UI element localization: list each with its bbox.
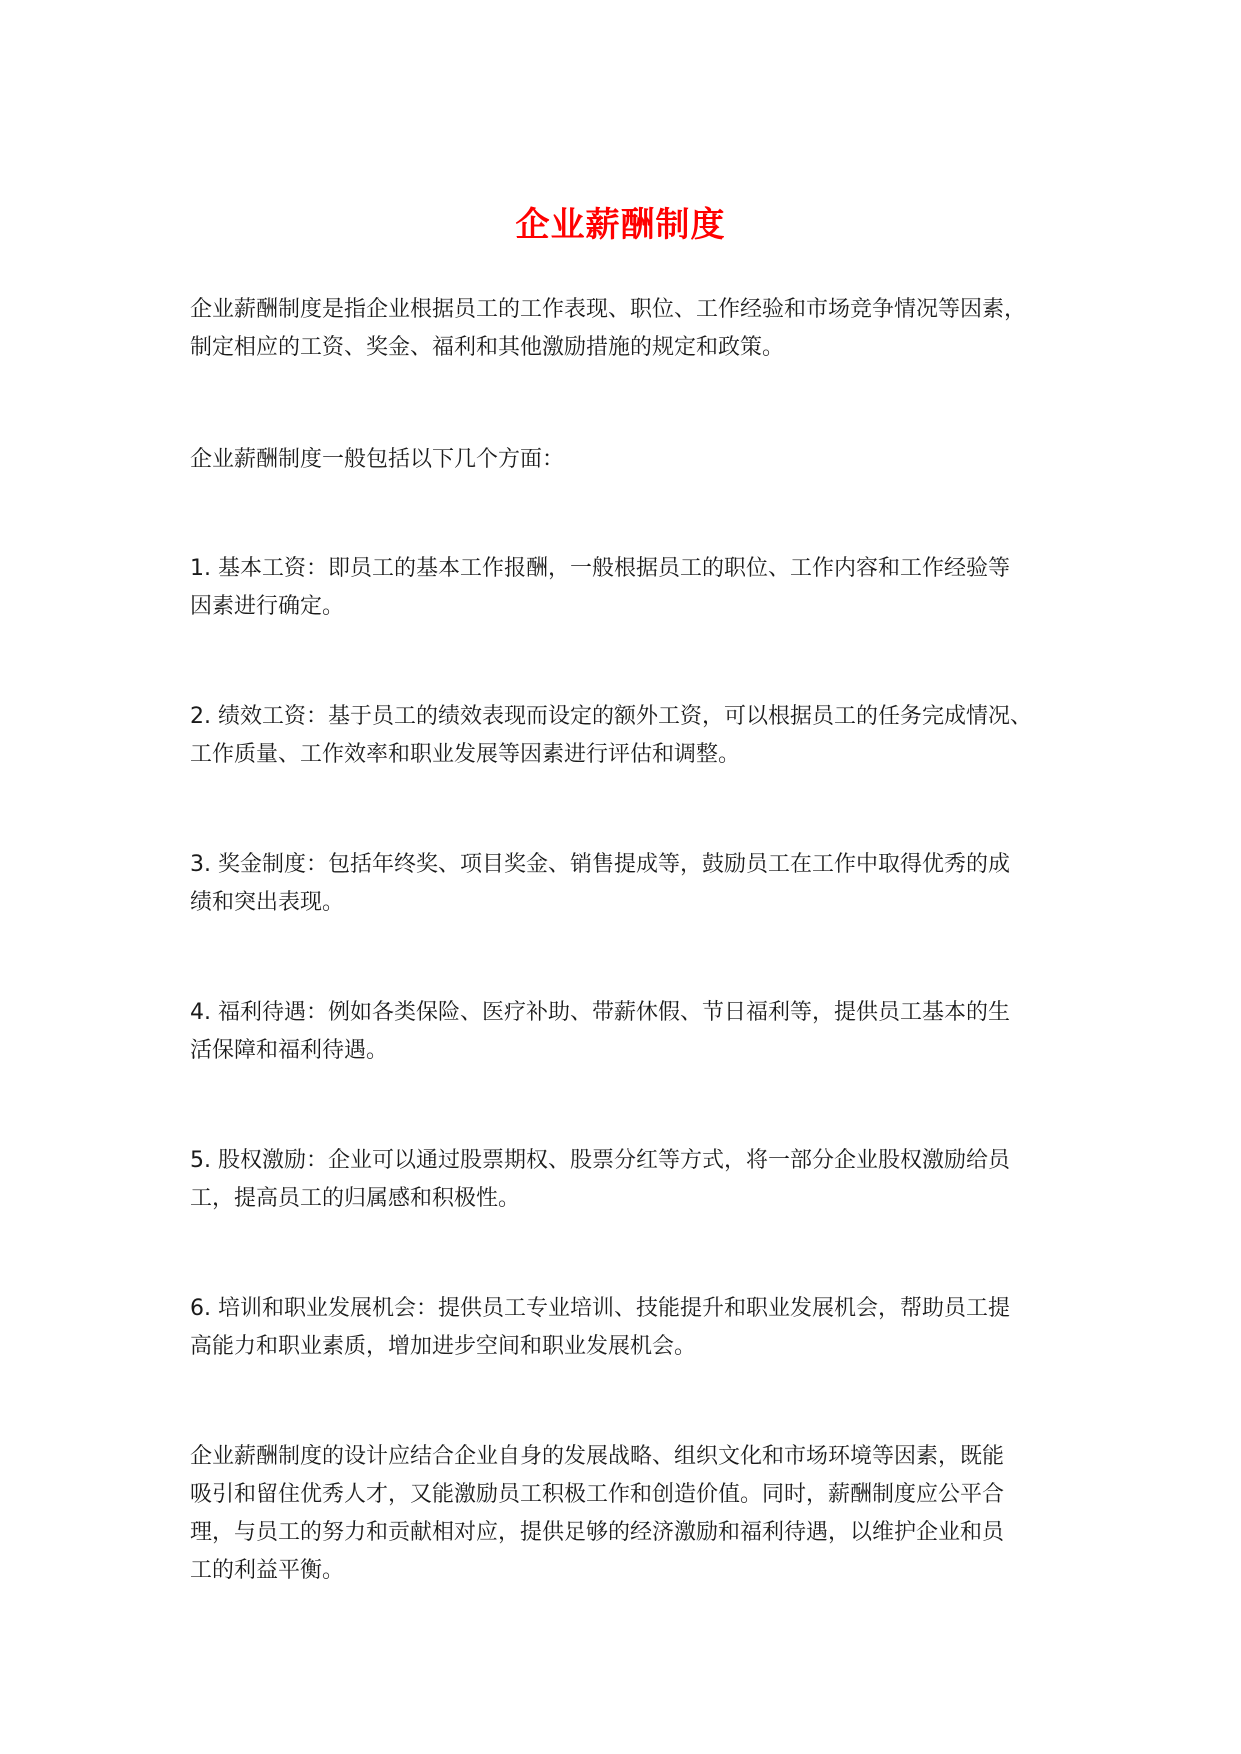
list-item-line: 工作质量、工作效率和职业发展等因素进行评估和调整。 [190, 742, 741, 767]
list-item-line: 因素进行确定。 [190, 594, 345, 619]
list-item-line: 活保障和福利待遇。 [190, 1038, 389, 1063]
list-item-line: 4. 福利待遇：例如各类保险、医疗补助、带薪休假、节日福利等，提供员工基本的生 [190, 1000, 1010, 1025]
list-item-bonus-system [190, 846, 1070, 922]
closing-line: 理，与员工的努力和贡献相对应，提供足够的经济激励和福利待遇，以维护企业和员 [190, 1520, 1005, 1545]
intro-line: 制定相应的工资、奖金、福利和其他激励措施的规定和政策。 [190, 335, 785, 360]
list-item-line: 6. 培训和职业发展机会：提供员工专业培训、技能提升和职业发展机会，帮助员工提 [190, 1296, 1010, 1321]
list-item-line: 高能力和职业素质，增加进步空间和职业发展机会。 [190, 1334, 697, 1359]
list-item-line: 1. 基本工资：即员工的基本工作报酬，一般根据员工的职位、工作内容和工作经验等 [190, 556, 1010, 581]
closing-line: 吸引和留住优秀人才，又能激励员工积极工作和创造价值。同时，薪酬制度应公平合 [190, 1482, 1005, 1507]
intro-line: 企业薪酬制度是指企业根据员工的工作表现、职位、工作经验和市场竞争情况等因素， [190, 297, 1027, 322]
lead-paragraph: 企业薪酬制度一般包括以下几个方面： [190, 447, 565, 472]
list-item-equity-incentive [190, 1142, 1070, 1218]
list-item-basic-salary [190, 550, 1070, 626]
document-title: 企业薪酬制度 [515, 204, 726, 245]
closing-line: 企业薪酬制度的设计应结合企业自身的发展战略、组织文化和市场环境等因素，既能 [190, 1444, 1005, 1469]
list-item-line: 5. 股权激励：企业可以通过股票期权、股票分红等方式，将一部分企业股权激励给员 [190, 1148, 1010, 1173]
closing-line: 工的利益平衡。 [190, 1558, 345, 1583]
list-item-line: 工，提高员工的归属感和积极性。 [190, 1186, 521, 1211]
intro-paragraph [190, 291, 1070, 367]
closing-paragraph [190, 1438, 1070, 1590]
list-item-performance-salary [190, 698, 1070, 774]
list-item-training-development [190, 1290, 1070, 1366]
list-item-line: 绩和突出表现。 [190, 890, 345, 915]
list-item-line: 3. 奖金制度：包括年终奖、项目奖金、销售提成等，鼓励员工在工作中取得优秀的成 [190, 852, 1010, 877]
list-item-benefits [190, 994, 1070, 1070]
list-item-line: 2. 绩效工资：基于员工的绩效表现而设定的额外工资，可以根据员工的任务完成情况、 [190, 704, 1032, 729]
